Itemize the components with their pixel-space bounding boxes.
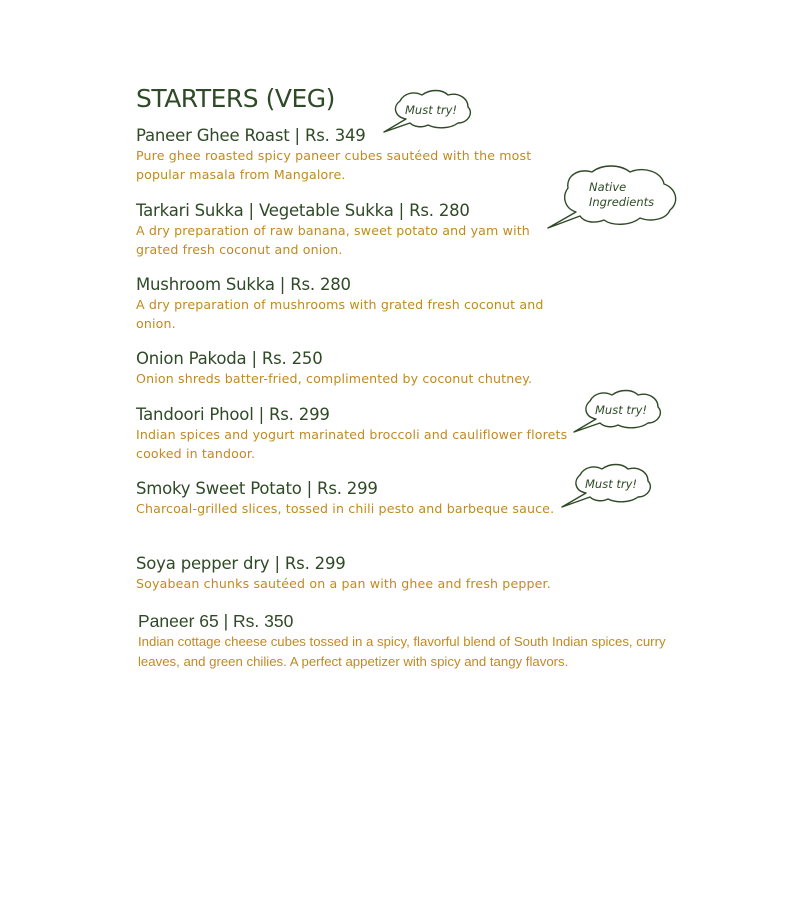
menu-item-onion-pakoda <box>136 348 606 389</box>
section-title: STARTERS (VEG) <box>136 84 335 113</box>
menu-item-paneer-ghee-roast <box>136 125 606 184</box>
item-description: Indian spices and yogurt marinated broccoli and cauliflower florets cooked in tandoor. <box>136 427 568 461</box>
must-try-badge <box>574 386 666 436</box>
menu-item-paneer-65 <box>138 610 698 672</box>
item-name: Soya pepper dry | Rs. 299 <box>136 554 346 573</box>
item-name: Mushroom Sukka | Rs. 280 <box>136 275 351 294</box>
must-try-badge <box>562 460 654 510</box>
must-try-label: Must try! <box>585 477 638 491</box>
menu-item-smoky-sweet-potato <box>136 478 606 519</box>
item-name: Onion Pakoda | Rs. 250 <box>136 349 323 368</box>
must-try-label: Must try! <box>405 103 458 117</box>
item-name: Tarkari Sukka | Vegetable Sukka | Rs. 280 <box>136 201 470 220</box>
menu-item-tandoori-phool <box>136 404 606 463</box>
item-name: Tandoori Phool | Rs. 299 <box>136 405 330 424</box>
native-label: Native <box>589 180 627 194</box>
item-description: Onion shreds batter-fried, complimented by coconut chutney. <box>136 371 533 386</box>
native-ingredients-badge <box>546 164 686 234</box>
item-name: Paneer Ghee Roast | Rs. 349 <box>136 126 366 145</box>
item-name: Smoky Sweet Potato | Rs. 299 <box>136 479 378 498</box>
item-description: A dry preparation of raw banana, sweet potato and yam with grated fresh coconut and onion. <box>136 223 530 257</box>
item-description: A dry preparation of mushrooms with grated fresh coconut and onion. <box>136 297 544 331</box>
menu-item-tarkari-sukka <box>136 200 606 259</box>
menu-item-soya-pepper-dry <box>136 553 606 594</box>
must-try-badge <box>384 88 474 136</box>
menu-item-mushroom-sukka <box>136 274 606 333</box>
item-name: Paneer 65 | Rs. 350 <box>138 611 294 631</box>
item-description: Pure ghee roasted spicy paneer cubes sautéed with the most popular masala from Mangalore. <box>136 148 532 182</box>
item-description: Indian cottage cheese cubes tossed in a spicy, flavorful blend of South Indian spices, curry leaves, and green chilies. A perfect appetizer with spicy and tangy flavors. <box>138 634 666 669</box>
ingredients-label: Ingredients <box>589 195 655 209</box>
item-description: Charcoal-grilled slices, tossed in chili pesto and barbeque sauce. <box>136 501 555 516</box>
must-try-label: Must try! <box>595 403 648 417</box>
item-description: Soyabean chunks sautéed on a pan with ghee and fresh pepper. <box>136 576 551 591</box>
